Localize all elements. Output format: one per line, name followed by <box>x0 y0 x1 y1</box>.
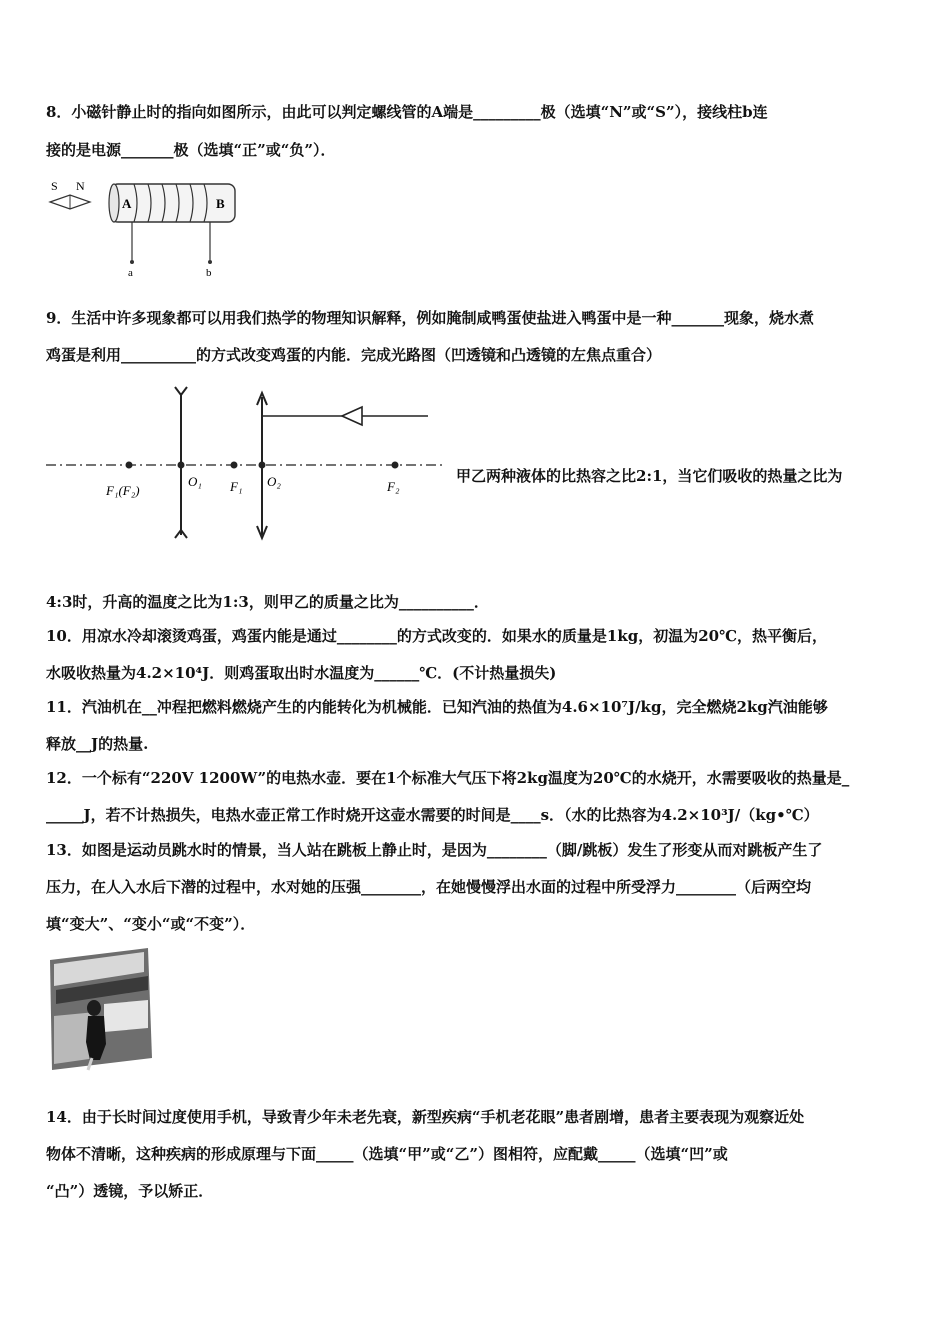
label-f1f2: F₁(F₂) <box>106 483 140 498</box>
q9-side-text: 甲乙两种液体的比热容之比2:1，当它们吸收的热量之比为 <box>456 467 843 485</box>
q14-line1: 14．由于长时间过度使用手机，导致青少年未老先衰，新型疾病“手机老花眼”患者剧增，患者主要表现为观察近处 <box>46 1108 805 1126</box>
photo-diving-board <box>104 1000 148 1032</box>
concave-lens-top-tip <box>175 387 187 395</box>
q9-line2: 鸡蛋是利用__________的方式改变鸡蛋的内能．完成光路图（凹透镜和凸透镜的左焦点重合） <box>46 346 662 364</box>
q8-line1: 8．小磁针静止时的指向如图所示，由此可以判定螺线管的A端是_________极（选填“N”或“S”），接线柱b连 <box>46 103 768 121</box>
solenoid-figure <box>44 172 244 282</box>
needle-n-label: N <box>76 179 85 193</box>
point-f1f2 <box>126 462 133 469</box>
q11-line2: 释放__J的热量. <box>46 735 149 753</box>
terminal-a <box>130 260 134 264</box>
q9-line1: 9．生活中许多现象都可以用我们热学的物理知识解释，例如腌制咸鸭蛋使盐进入鸭蛋中是一种_______现象，烧水煮 <box>46 309 814 327</box>
q13-line3: 填“变大”、“变小“或“不变”）． <box>46 915 256 933</box>
q13-line1: 13．如图是运动员跳水时的情景，当人站在跳板上静止时，是因为________（脚/跳板）发生了形变从而对跳板产生了 <box>46 841 823 859</box>
photo-diver-head <box>87 1000 101 1016</box>
terminal-b <box>208 260 212 264</box>
label-f1: F₁ <box>230 479 243 494</box>
q12-line2: _____J，若不计热损失，电热水壶正常工作时烧开这壶水需要的时间是____s．（水的比热容为4.2×10³J/（kg•℃） <box>46 806 819 824</box>
point-f1 <box>231 462 238 469</box>
terminal-b-label: b <box>206 267 212 279</box>
q11-line1: 11．汽油机在__冲程把燃料燃烧产生的内能转化为机械能．已知汽油的热值为4.6×10⁷J/kg，完全燃烧2kg汽油能够 <box>46 698 828 716</box>
q8-line2: 接的是电源_______极（选填“正”或“负”）． <box>46 141 336 159</box>
q14-line3: “凸”）透镜，予以矫正． <box>46 1182 214 1200</box>
point-o1 <box>178 462 185 469</box>
point-o2 <box>259 462 266 469</box>
q10-line1: 10．用凉水冷却滚烫鸡蛋，鸡蛋内能是通过________的方式改变的．如果水的质量是1kg，初温为20℃，热平衡后， <box>46 627 828 645</box>
label-o1: O₁ <box>188 474 202 489</box>
incident-ray-arrow <box>342 407 362 425</box>
terminal-a-label: a <box>128 267 133 279</box>
solenoid-end-a-label: A <box>122 196 132 211</box>
q14-line2: 物体不清晰，这种疾病的形成原理与下面_____（选填“甲”或“乙”）图相符，应配戴_____（选填“凹”或 <box>46 1145 728 1163</box>
label-o2: O₂ <box>267 474 281 489</box>
q12-line1: 12．一个标有“220V 1200W”的电热水壶．要在1个标准大气压下将2kg温度为20℃的水烧开，水需要吸收的热量是_ <box>46 769 850 787</box>
q10-line2: 水吸收热量为4.2×10⁴J．则鸡蛋取出时水温度为______℃．(不计热量损失) <box>46 664 557 682</box>
label-f2: F₂ <box>387 479 400 494</box>
point-f2 <box>392 462 399 469</box>
needle-s-label: S <box>51 179 58 193</box>
q13-line2: 压力，在人入水后下潜的过程中，水对她的压强________，在她慢慢浮出水面的过程中所受浮力________（后两空均 <box>46 878 812 896</box>
diver-photo <box>44 946 154 1076</box>
lens-ray-figure <box>44 385 449 543</box>
solenoid-end-b-label: B <box>216 196 225 211</box>
q9-line3: 4:3时，升高的温度之比为1:3，则甲乙的质量之比为__________． <box>46 593 489 611</box>
solenoid-left-end <box>109 184 119 222</box>
